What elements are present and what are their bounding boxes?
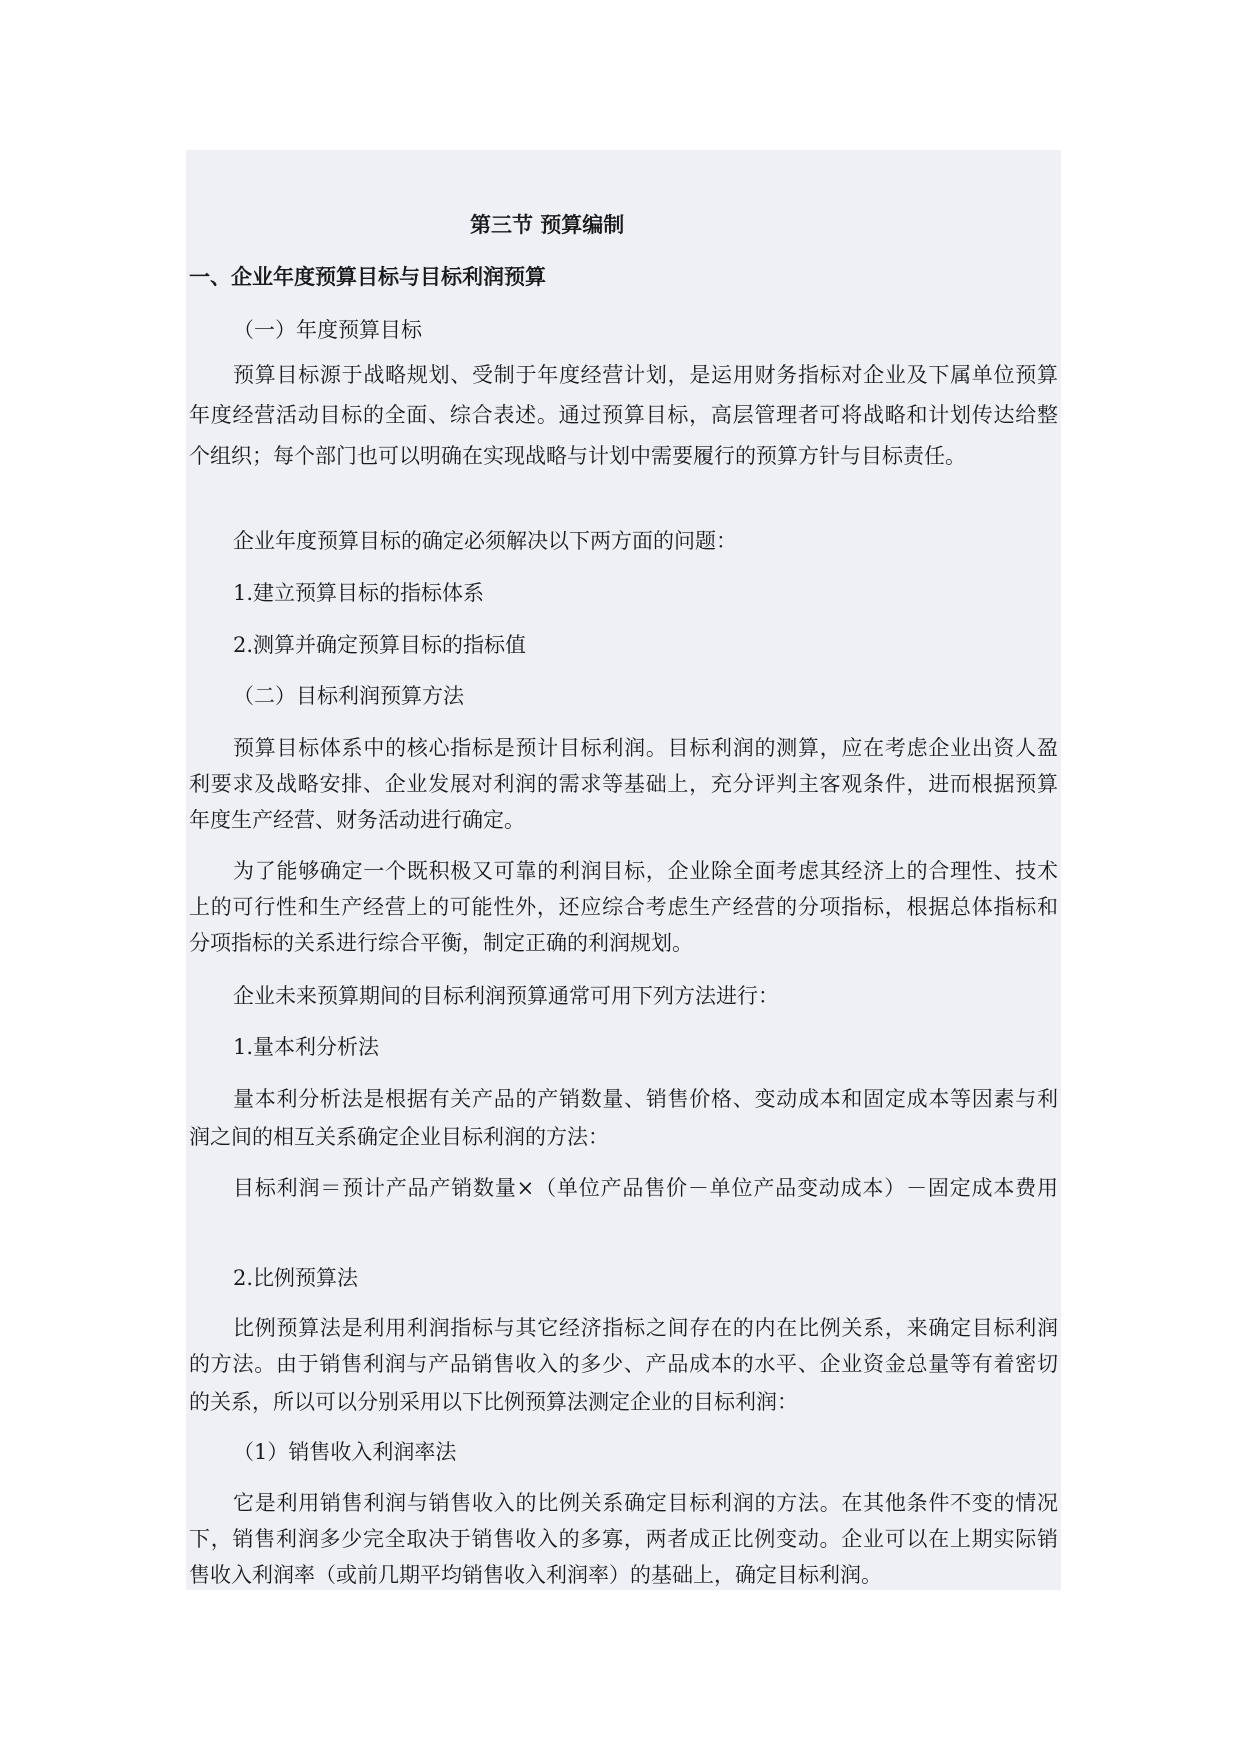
list-item: 1.量本利分析法: [233, 1035, 380, 1059]
subheading: （1）销售收入利润率法: [233, 1440, 457, 1464]
subheading: （二）目标利润预算方法: [233, 684, 464, 708]
paragraph-line: 预算目标源于战略规划、受制于年度经营计划，是运用财务指标对企业及下属单位预算: [233, 363, 1058, 387]
subheading: （一）年度预算目标: [233, 318, 422, 342]
paragraph-line: 预算目标体系中的核心指标是预计目标利润。目标利润的测算，应在考虑企业出资人盈: [233, 736, 1058, 760]
paragraph-line: 企业未来预算期间的目标利润预算通常可用下列方法进行：: [233, 984, 779, 1008]
list-item: 2.测算并确定预算目标的指标值: [233, 633, 527, 657]
paragraph-line: 利要求及战略安排、企业发展对利润的需求等基础上，充分评判主客观条件，进而根据预算: [189, 772, 1058, 796]
paragraph-line: 为了能够确定一个既积极又可靠的利润目标，企业除全面考虑其经济上的合理性、技术: [233, 859, 1058, 883]
paragraph-line: 它是利用销售利润与销售收入的比例关系确定目标利润的方法。在其他条件不变的情况: [233, 1491, 1058, 1515]
section-title: 第三节 预算编制: [470, 213, 625, 237]
paragraph-line: 润之间的相互关系确定企业目标利润的方法：: [189, 1125, 609, 1149]
heading-1: 一、企业年度预算目标与目标利润预算: [189, 265, 546, 289]
list-item: 2.比例预算法: [233, 1266, 359, 1290]
list-item: 1.建立预算目标的指标体系: [233, 581, 485, 605]
formula: 目标利润＝预计产品产销数量×（单位产品售价－单位产品变动成本）－固定成本费用: [233, 1176, 1058, 1200]
paragraph-line: 的方法。由于销售利润与产品销售收入的多少、产品成本的水平、企业资金总量等有着密切: [189, 1352, 1058, 1376]
paragraph-line: 个组织；每个部门也可以明确在实现战略与计划中需要履行的预算方针与目标责任。: [189, 444, 966, 468]
paragraph-line: 量本利分析法是根据有关产品的产销数量、销售价格、变动成本和固定成本等因素与利: [233, 1087, 1058, 1111]
paragraph-line: 售收入利润率（或前几期平均销售收入利润率）的基础上，确定目标利润。: [189, 1563, 882, 1587]
paragraph-line: 分项指标的关系进行综合平衡，制定正确的利润规划。: [189, 931, 693, 955]
paragraph-line: 年度经营活动目标的全面、综合表述。通过预算目标，高层管理者可将战略和计划传达给整: [189, 403, 1058, 427]
paragraph-line: 比例预算法是利用利润指标与其它经济指标之间存在的内在比例关系，来确定目标利润: [233, 1316, 1058, 1340]
paragraph-line: 的关系，所以可以分别采用以下比例预算法测定企业的目标利润：: [189, 1390, 798, 1414]
paragraph-line: 年度生产经营、财务活动进行确定。: [189, 808, 525, 832]
paragraph-line: 上的可行性和生产经营上的可能性外，还应综合考虑生产经营的分项指标，根据总体指标和: [189, 895, 1058, 919]
paragraph-line: 下，销售利润多少完全取决于销售收入的多寡，两者成正比例变动。企业可以在上期实际销: [189, 1527, 1058, 1551]
paragraph-line: 企业年度预算目标的确定必须解决以下两方面的问题：: [233, 529, 737, 553]
